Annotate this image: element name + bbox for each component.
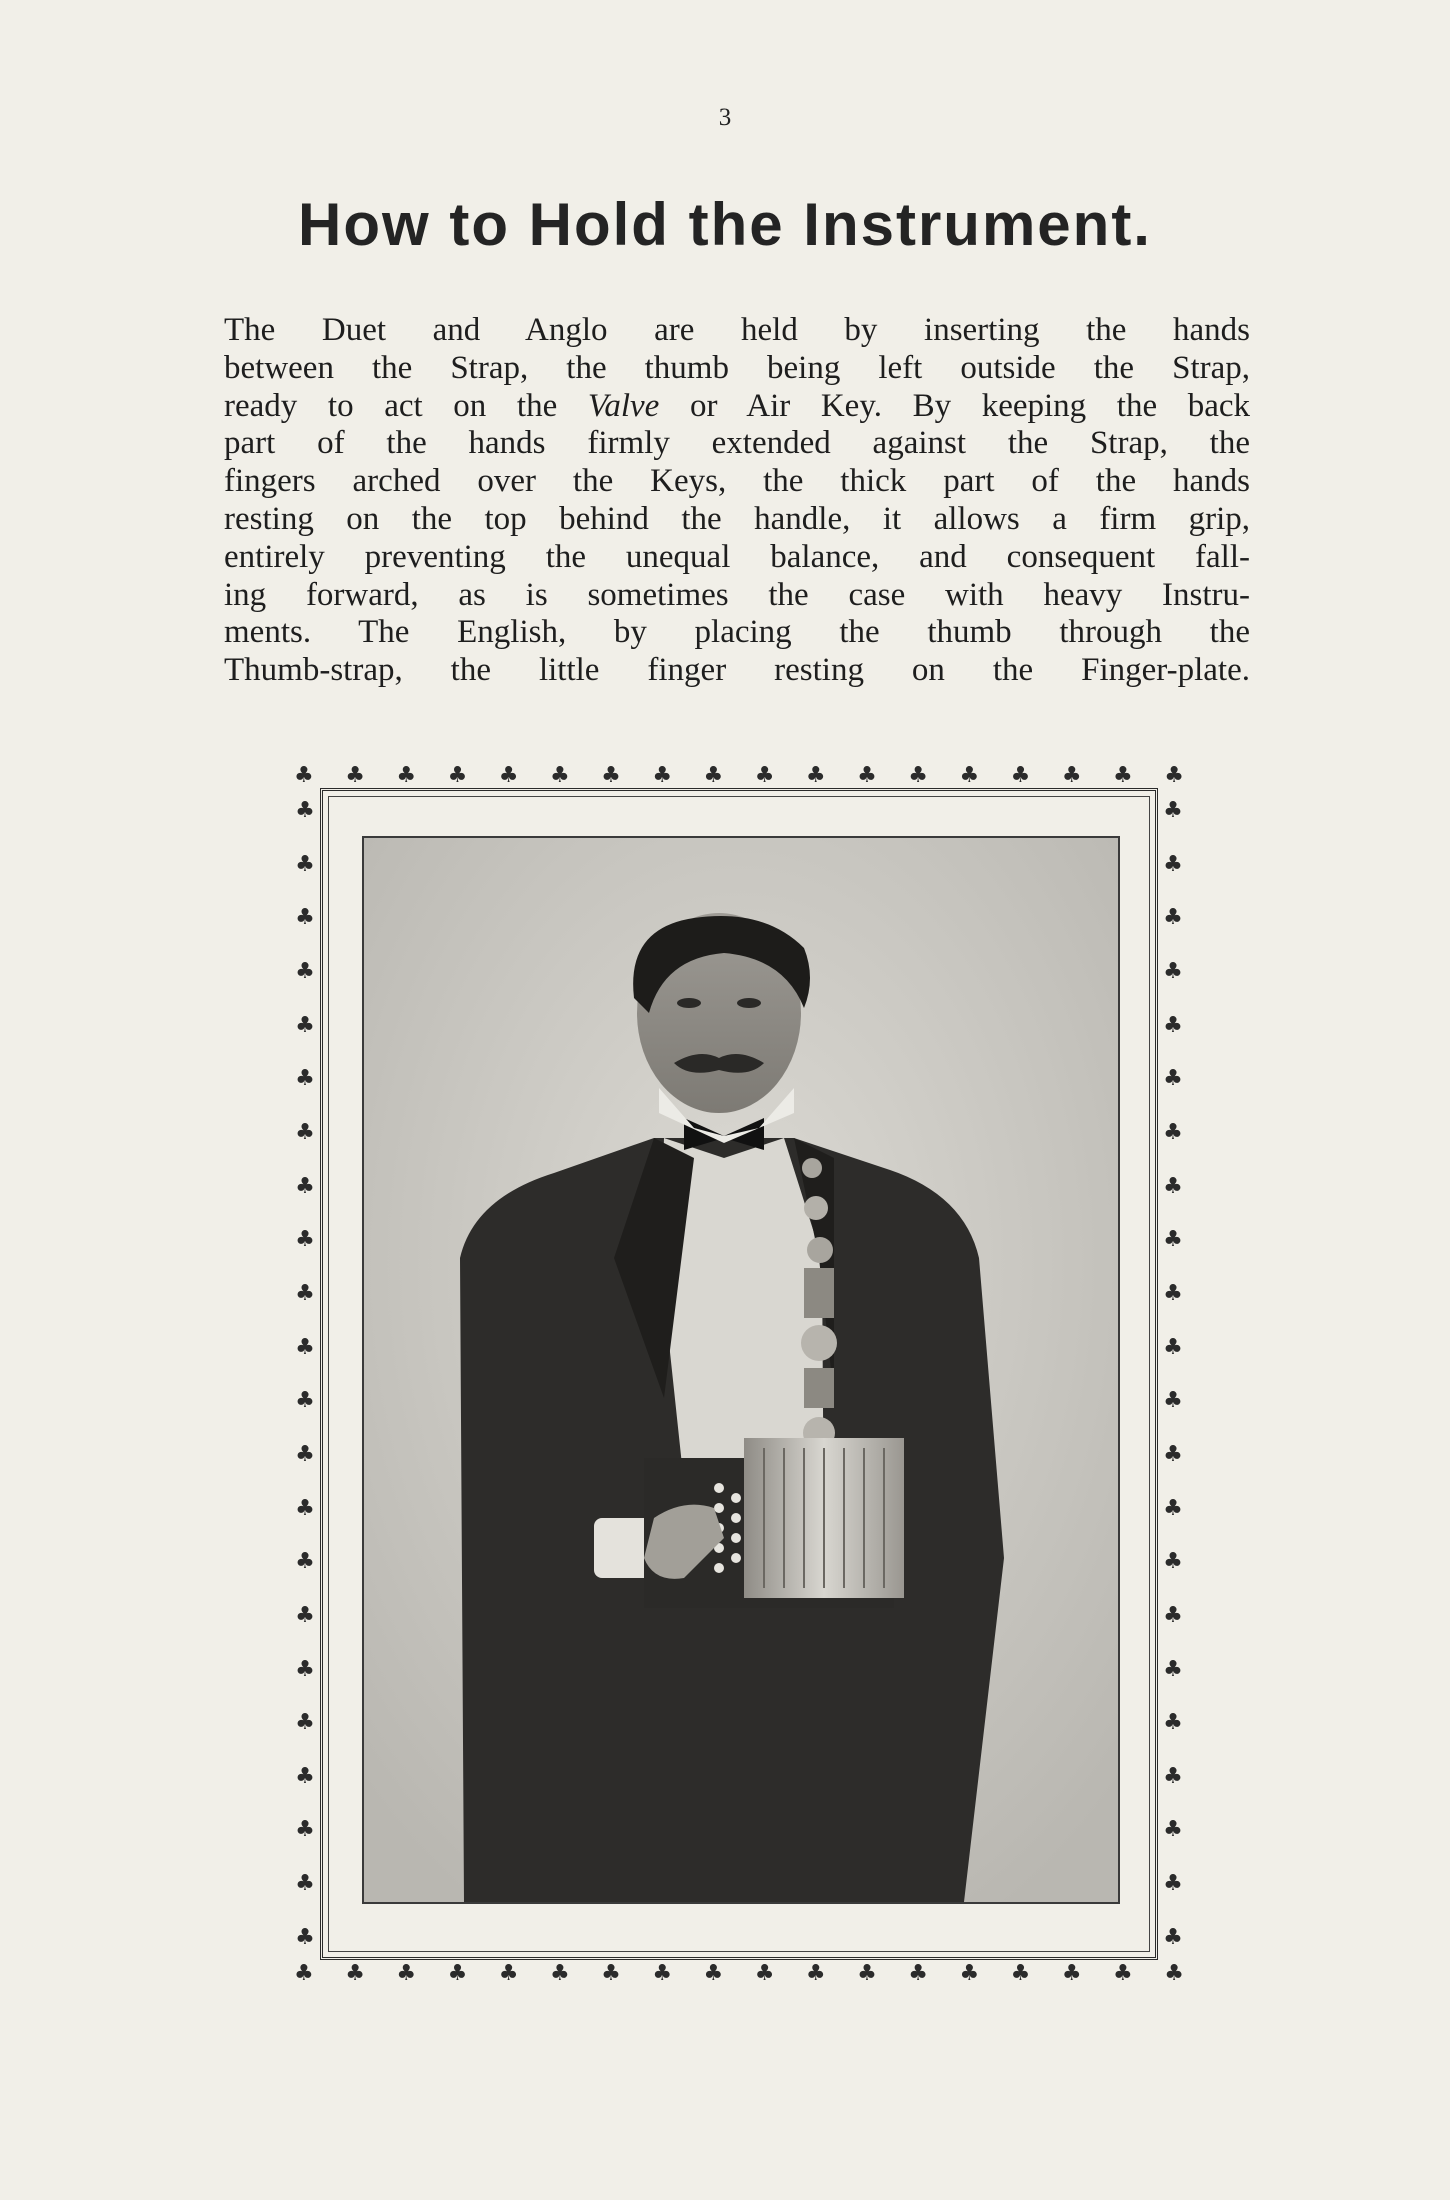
trefoil-ornament-icon: ♣ [295,1012,315,1038]
trefoil-ornament-icon: ♣ [295,1388,315,1414]
trefoil-ornament-icon: ♣ [959,762,980,788]
page-number: 3 [718,104,732,131]
trefoil-ornament-icon: ♣ [1113,1960,1133,1986]
trefoil-ornament-icon: ♣ [295,1334,315,1360]
text-line: part of the hands firmly extended against the Strap, the [224,425,1250,462]
trefoil-ornament-icon: ♣ [1163,1173,1183,1199]
text-line: entirely preventing the unequal balance, and consequent fall- [224,538,1250,575]
text-line: Thumb-strap, the little finger resting on the Finger-plate. [224,652,1250,689]
trefoil-ornament-icon: ♣ [754,762,775,788]
trefoil-ornament-icon: ♣ [1163,1280,1183,1306]
trefoil-ornament-icon: ♣ [1163,1227,1183,1253]
trefoil-ornament-icon: ♣ [295,851,315,877]
trefoil-ornament-icon: ♣ [1163,1495,1183,1521]
portrait-photo [362,836,1120,1904]
trefoil-ornament-icon: ♣ [1164,762,1184,788]
trefoil-ornament-icon: ♣ [295,1924,315,1950]
trefoil-ornament-icon: ♣ [652,762,673,788]
trefoil-ornament-icon: ♣ [1163,798,1183,823]
trefoil-ornament-icon: ♣ [1163,958,1183,984]
trefoil-ornament-icon: ♣ [295,798,315,823]
trefoil-ornament-icon: ♣ [908,1960,928,1986]
text-line: resting on the top behind the handle, it allows a firm grip, [224,500,1250,537]
text-line: ments. The English, by placing the thumb through the [224,614,1250,651]
trefoil-ornament-icon: ♣ [498,1960,519,1986]
trefoil-ornament-icon: ♣ [1010,1960,1031,1986]
trefoil-ornament-icon: ♣ [295,1119,315,1145]
text-line: fingers arched over the Keys, the thick part of the hands [224,463,1250,500]
trefoil-ornament-icon: ♣ [1163,1602,1183,1628]
trefoil-ornament-icon: ♣ [1163,1012,1183,1038]
trefoil-ornament-icon: ♣ [549,762,570,788]
trefoil-ornament-icon: ♣ [1061,762,1082,788]
trefoil-ornament-icon: ♣ [1163,1763,1183,1789]
text-fragment: ready to act on the [224,387,558,424]
trefoil-ornament-icon: ♣ [1113,762,1133,788]
text-line [224,690,1250,728]
page-title: How to Hold the Instrument. [298,191,1152,258]
trefoil-ornament-icon: ♣ [345,1960,365,1986]
trefoil-ornament-icon: ♣ [295,1656,315,1682]
trefoil-ornament-icon: ♣ [857,762,877,788]
trefoil-ornament-icon: ♣ [601,762,621,788]
text-line [224,388,1250,426]
ornament-row-top [284,762,1194,788]
trefoil-ornament-icon: ♣ [1163,1334,1183,1360]
trefoil-ornament-icon: ♣ [1163,905,1183,931]
trefoil-ornament-icon: ♣ [295,958,315,984]
trefoil-ornament-icon: ♣ [1163,1441,1183,1467]
trefoil-ornament-icon: ♣ [295,1763,315,1789]
trefoil-ornament-icon: ♣ [805,1960,826,1986]
trefoil-ornament-icon: ♣ [1163,1388,1183,1414]
ornament-column-left [292,798,318,1950]
trefoil-ornament-icon: ♣ [703,1960,724,1986]
trefoil-ornament-icon: ♣ [295,1280,315,1306]
trefoil-ornament-icon: ♣ [295,1066,315,1092]
portrait-illustration [364,838,1118,1902]
ornament-column-right [1160,798,1186,1950]
trefoil-ornament-icon: ♣ [295,1710,315,1736]
ornament-row-bottom [284,1960,1194,1986]
trefoil-ornament-icon: ♣ [295,1549,315,1575]
trefoil-ornament-icon: ♣ [1163,1817,1183,1843]
eye-right [737,998,761,1008]
trefoil-ornament-icon: ♣ [959,1960,980,1986]
trefoil-ornament-icon: ♣ [1163,1871,1183,1897]
trefoil-ornament-icon: ♣ [1163,851,1183,877]
trefoil-ornament-icon: ♣ [447,762,468,788]
trefoil-ornament-icon: ♣ [294,762,314,788]
trefoil-ornament-icon: ♣ [1163,1924,1183,1950]
trefoil-ornament-icon: ♣ [1163,1119,1183,1145]
trefoil-ornament-icon: ♣ [295,905,315,931]
trefoil-ornament-icon: ♣ [1061,1960,1082,1986]
trefoil-ornament-icon: ♣ [295,1602,315,1628]
trefoil-ornament-icon: ♣ [295,1227,315,1253]
trefoil-ornament-icon: ♣ [396,1960,417,1986]
trefoil-ornament-icon: ♣ [498,762,519,788]
body-paragraph [224,312,1250,728]
trefoil-ornament-icon: ♣ [295,1871,315,1897]
trefoil-ornament-icon: ♣ [652,1960,673,1986]
trefoil-ornament-icon: ♣ [549,1960,570,1986]
italic-word: Valve [587,387,660,424]
trefoil-ornament-icon: ♣ [295,1441,315,1467]
text-line: The Duet and Anglo are held by inserting the hands [224,312,1250,348]
text-line: ing forward, as is sometimes the case with heavy Instru- [224,576,1250,613]
text-fragment: or Air Key. By keeping the back [689,387,1250,424]
trefoil-ornament-icon: ♣ [908,762,928,788]
trefoil-ornament-icon: ♣ [345,762,365,788]
trefoil-ornament-icon: ♣ [857,1960,877,1986]
eye-left [677,998,701,1008]
trefoil-ornament-icon: ♣ [754,1960,775,1986]
trefoil-ornament-icon: ♣ [601,1960,621,1986]
trefoil-ornament-icon: ♣ [1163,1066,1183,1092]
text-line: between the Strap, the thumb being left outside the Strap, [224,349,1250,386]
trefoil-ornament-icon: ♣ [1163,1656,1183,1682]
trefoil-ornament-icon: ♣ [447,1960,468,1986]
trefoil-ornament-icon: ♣ [295,1817,315,1843]
trefoil-ornament-icon: ♣ [294,1960,314,1986]
trefoil-ornament-icon: ♣ [295,1173,315,1199]
trefoil-ornament-icon: ♣ [1163,1549,1183,1575]
trefoil-ornament-icon: ♣ [805,762,826,788]
trefoil-ornament-icon: ♣ [295,1495,315,1521]
trefoil-ornament-icon: ♣ [1010,762,1031,788]
trefoil-ornament-icon: ♣ [1163,1710,1183,1736]
trefoil-ornament-icon: ♣ [1164,1960,1184,1986]
trefoil-ornament-icon: ♣ [703,762,724,788]
trefoil-ornament-icon: ♣ [396,762,417,788]
